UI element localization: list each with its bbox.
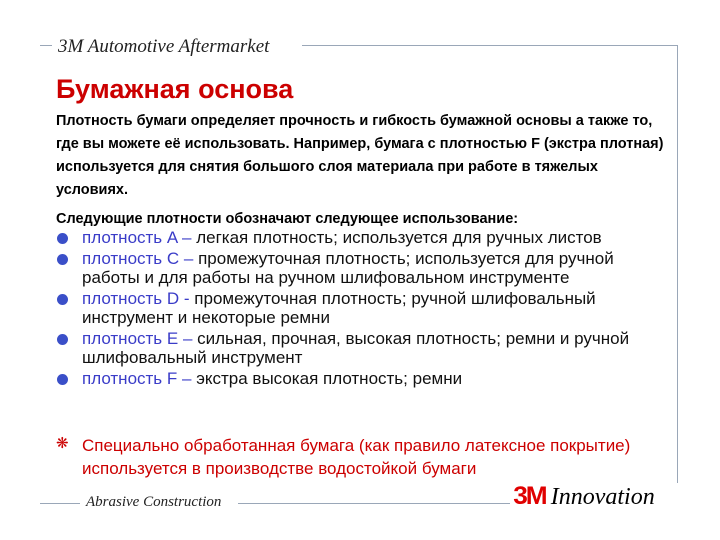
density-separator: –: [179, 248, 199, 268]
density-label: плотность F: [82, 368, 178, 388]
list-item: [56, 329, 676, 368]
frame-top-left-line: [40, 45, 52, 46]
round-bullet-icon: [57, 374, 68, 385]
intro-paragraph: Плотность бумаги определяет прочность и гибкость бумажной основы а также то, где вы можете её использовать. Например, бумага с плотностью F (экстра плотная) используется для снятия большого слоя материала при работе в тяжелых условиях.: [56, 113, 664, 198]
intro-block: [56, 110, 666, 231]
special-note: [56, 434, 676, 480]
brand-logo: [514, 482, 655, 511]
logo-wordmark: Innovation: [550, 484, 655, 510]
round-bullet-icon: [57, 334, 68, 345]
round-bullet-icon: [57, 233, 68, 244]
round-bullet-icon: [57, 254, 68, 265]
density-label: плотность E: [82, 328, 179, 348]
density-label: плотность C: [82, 248, 180, 268]
density-separator: -: [179, 288, 195, 308]
list-item: [56, 249, 676, 288]
density-separator: –: [177, 368, 197, 388]
list-item: [56, 369, 676, 389]
header-title: 3M Automotive Aftermarket: [58, 36, 270, 57]
density-separator: –: [178, 328, 198, 348]
density-description: сильная, прочная, высокая плотность; ремни и ручной шлифовальный инструмент: [82, 328, 630, 367]
special-note-text: Специально обработанная бумага (как правило латексное покрытие) используется в производстве водостойкой бумаги: [82, 436, 631, 478]
logo-mark: 3M: [513, 482, 546, 510]
round-bullet-icon: [57, 294, 68, 305]
list-item: [56, 289, 676, 328]
density-description: промежуточная плотность; используется для ручной работы и для работы на ручном шлифовальном инструменте: [82, 248, 614, 287]
density-list: [56, 228, 676, 389]
density-description: легкая плотность; используется для ручных листов: [196, 228, 602, 247]
asterisk-icon: ❋: [56, 435, 69, 452]
frame-bottom-left-line: [40, 503, 80, 504]
frame-right-line: [677, 45, 678, 483]
density-label: плотность A: [82, 228, 178, 247]
slide-title: Бумажная основа: [56, 74, 294, 104]
density-label: плотность D: [82, 288, 180, 308]
list-item: [56, 228, 676, 248]
density-separator: –: [177, 228, 197, 247]
density-description: экстра высокая плотность; ремни: [196, 368, 463, 388]
lead-paragraph: Следующие плотности обозначают следующее использование:: [56, 211, 519, 227]
frame-bottom-right-line: [238, 503, 510, 504]
footer-section-title: Abrasive Construction: [86, 494, 222, 510]
frame-top-right-line: [302, 45, 678, 46]
density-description: промежуточная плотность; ручной шлифовальный инструмент и некоторые ремни: [82, 288, 596, 327]
